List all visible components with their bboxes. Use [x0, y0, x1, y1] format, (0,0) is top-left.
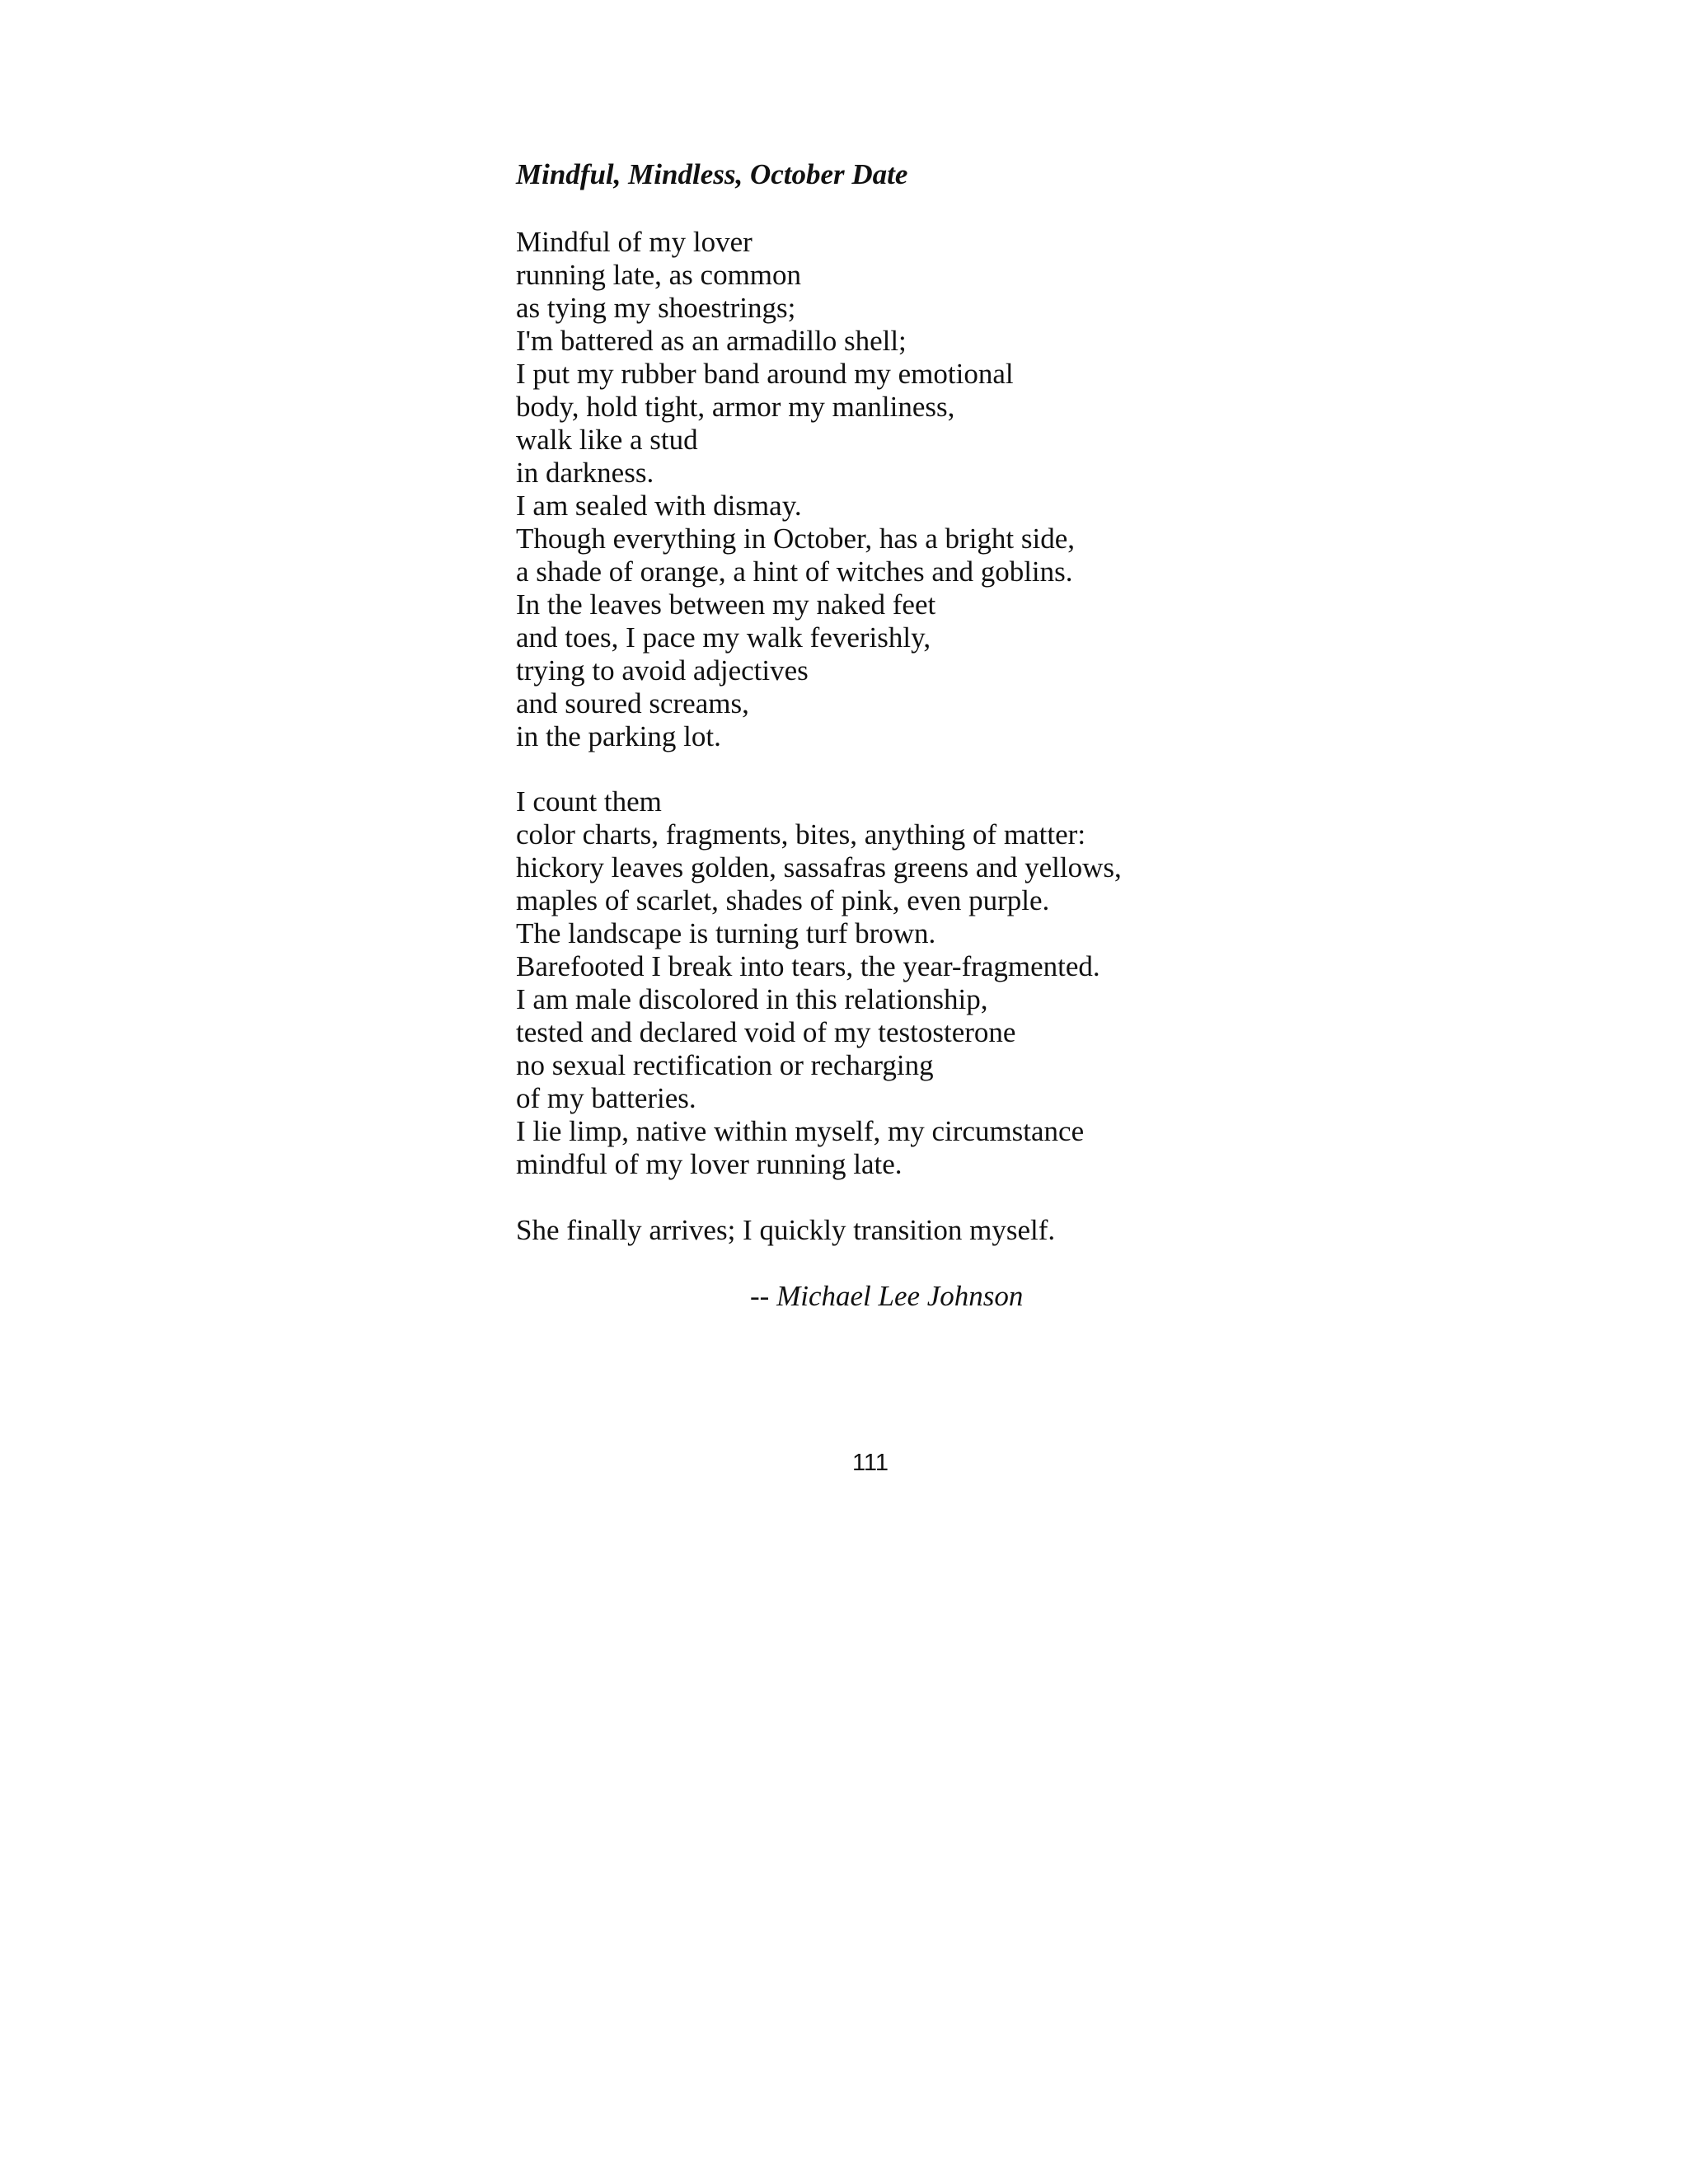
attribution-dash: --: [750, 1280, 777, 1312]
poem-line: In the leaves between my naked feet: [516, 588, 936, 621]
page-number: 111: [851, 1450, 889, 1476]
poem-line: no sexual rectification or recharging: [516, 1049, 934, 1081]
poem-line: Barefooted I break into tears, the year-fragmented.: [516, 950, 1100, 982]
poem-line: The landscape is turning turf brown.: [516, 917, 936, 949]
poem-line: maples of scarlet, shades of pink, even purple.: [516, 884, 1050, 916]
poem-line: color charts, fragments, bites, anything of matter:: [516, 818, 1086, 851]
poem-line: as tying my shoestrings;: [516, 292, 796, 324]
poem-line: I count them: [516, 785, 662, 818]
poem-line: trying to avoid adjectives: [516, 654, 809, 687]
stanza-1: [516, 226, 1075, 753]
poem-line: I am male discolored in this relationship,: [516, 983, 988, 1015]
poem-line: running late, as common: [516, 259, 802, 291]
poem-line: in the parking lot.: [516, 720, 721, 752]
author-name: Michael Lee Johnson: [776, 1280, 1024, 1312]
stanza-3: [516, 1214, 1055, 1247]
poem-line: mindful of my lover running late.: [516, 1148, 903, 1180]
poem-line: body, hold tight, armor my manliness,: [516, 391, 955, 423]
poem-line: I am sealed with dismay.: [516, 490, 802, 522]
poem-title: Mindful, Mindless, October Date: [516, 158, 908, 190]
poem-line: I put my rubber band around my emotional: [516, 358, 1014, 390]
poem-line: and soured screams,: [516, 687, 749, 719]
poem-line: and toes, I pace my walk feverishly,: [516, 621, 931, 654]
poem-line: Mindful of my lover: [516, 226, 753, 258]
poem-line: She finally arrives; I quickly transition myself.: [516, 1214, 1056, 1246]
poem-line: I lie limp, native within myself, my circumstance: [516, 1115, 1085, 1147]
poem-line: walk like a stud: [516, 424, 698, 456]
attribution: [750, 1280, 1023, 1313]
poem-line: hickory leaves golden, sassafras greens and yellows,: [516, 851, 1122, 883]
poem-line: of my batteries.: [516, 1082, 696, 1114]
poem-line: Though everything in October, has a bright side,: [516, 523, 1076, 555]
poem-line: tested and declared void of my testosterone: [516, 1016, 1016, 1048]
poem-line: in darkness.: [516, 457, 654, 489]
poem-line: a shade of orange, a hint of witches and goblins.: [516, 555, 1073, 588]
poem-line: I'm battered as an armadillo shell;: [516, 325, 907, 357]
stanza-2: [516, 785, 1122, 1181]
